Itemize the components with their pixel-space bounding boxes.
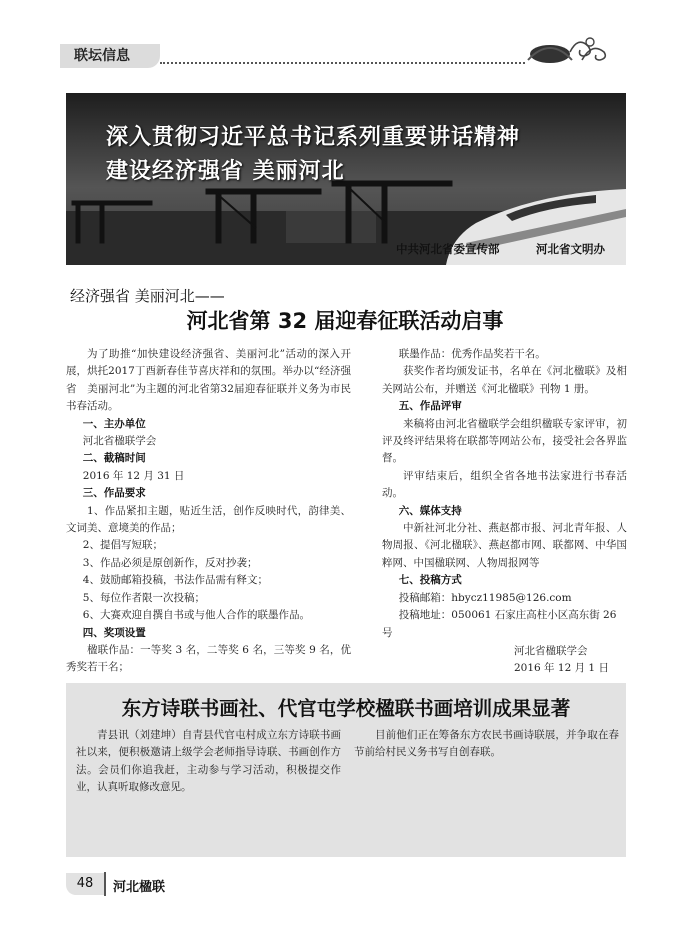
submission-email: 投稿邮箱：hbycz11985@126.com xyxy=(398,591,572,604)
section-body: 评审结束后，组织全省各地书法家进行书春活动。 xyxy=(382,469,627,500)
requirement-item: 4、鼓励邮箱投稿，书法作品需有释文； xyxy=(82,574,268,587)
section-body: 河北省楹联学会 xyxy=(82,435,157,448)
section-body: 来稿将由河北省楹联学会组织楹联专家评审，初评及终评结果将在联都等网站公布，接受社会各界监督。 xyxy=(382,417,627,465)
signature-org: 河北省楹联学会 xyxy=(514,645,588,657)
section-heading: 六、媒体支持 xyxy=(398,504,462,517)
section-heading: 五、作品评审 xyxy=(398,400,462,413)
article-left-column xyxy=(66,346,351,677)
page-number: 48 xyxy=(66,873,104,895)
section-heading: 四、奖项设置 xyxy=(82,626,146,639)
news-left-column xyxy=(76,727,341,797)
section-heading: 七、投稿方式 xyxy=(398,574,462,587)
cloud-ornament-icon xyxy=(520,30,610,75)
publication-name: 河北楹联 xyxy=(113,880,166,895)
article-headline: 河北省第 32 届迎春征联活动启事 xyxy=(186,309,504,333)
news-paragraph: 目前他们正在筹备东方农民书画诗联展，并争取在春节前给村民义务书写自创春联。 xyxy=(354,729,619,759)
header-divider xyxy=(160,62,525,64)
section-label: 联坛信息 xyxy=(60,44,160,68)
news-paragraph: 青县讯（刘建坤）自青县代官屯村成立东方诗联书画社以来，便积极邀请上级学会老师指导诗联、书画创作方法。会员们你追我赶，主动参与学习活动，积极提交作业，认真听取修改意见。 xyxy=(76,729,341,794)
signature-date: 2016 年 12 月 1 日 xyxy=(514,662,609,674)
article-kicker: 经济强省 美丽河北—— xyxy=(70,287,225,305)
section-body: 中新社河北分社、燕赵都市报、河北青年报、人物周报、《河北楹联》、燕赵都市网、联都网、中华国粹网、中国楹联网、人物周报网等 xyxy=(382,522,627,569)
footer-divider xyxy=(104,872,106,896)
section-heading: 一、主办单位 xyxy=(82,417,146,430)
section-heading: 三、作品要求 xyxy=(82,487,146,500)
article-intro: 为了助推“加快建设经济强省、美丽河北”活动的深入开展，烘托2017丁酉新春佳节喜庆祥和的氛围。举办以“经济强省 美丽河北”为主题的河北省第32届迎春征联并义务为市民书春活动。 xyxy=(66,348,351,413)
banner-credit-left: 中共河北省委宣传部 xyxy=(396,242,500,256)
requirement-item: 5、每位作者限一次投稿； xyxy=(82,591,205,604)
submission-address: 投稿地址：050061 石家庄高柱小区高东街 26 号 xyxy=(382,609,617,639)
section-heading: 二、截稿时间 xyxy=(82,452,146,465)
banner xyxy=(66,93,626,265)
article-right-column xyxy=(382,346,627,642)
requirement-item: 6、大赛欢迎自撰自书或与他人合作的联墨作品。 xyxy=(82,609,310,622)
news-title: 东方诗联书画社、代官屯学校楹联书画培训成果显著 xyxy=(121,697,571,720)
news-right-column xyxy=(354,727,619,762)
banner-title-line2: 建设经济强省 美丽河北 xyxy=(106,159,345,184)
section-body: 2016 年 12 月 31 日 xyxy=(82,469,185,482)
requirement-item: 2、提倡写短联； xyxy=(82,539,163,552)
banner-credit-right: 河北省文明办 xyxy=(536,242,605,256)
section-body: 获奖作者均颁发证书，名单在《河北楹联》及相关网站公布，并赠送《河北楹联》刊物 1 册。 xyxy=(382,365,627,395)
news-box xyxy=(66,683,626,857)
section-body: 联墨作品：优秀作品奖若干名。 xyxy=(398,348,546,360)
requirement-item: 3、作品必须是原创新作，反对抄袭； xyxy=(82,556,258,569)
banner-title-line1: 深入贯彻习近平总书记系列重要讲话精神 xyxy=(106,125,521,150)
section-body: 楹联作品：一等奖 3 名，二等奖 6 名，三等奖 9 名，优秀奖若干名； xyxy=(66,643,351,674)
requirement-item: 1、作品紧扣主题，贴近生活，创作反映时代，韵律美、文词美、意境美的作品； xyxy=(66,504,351,535)
